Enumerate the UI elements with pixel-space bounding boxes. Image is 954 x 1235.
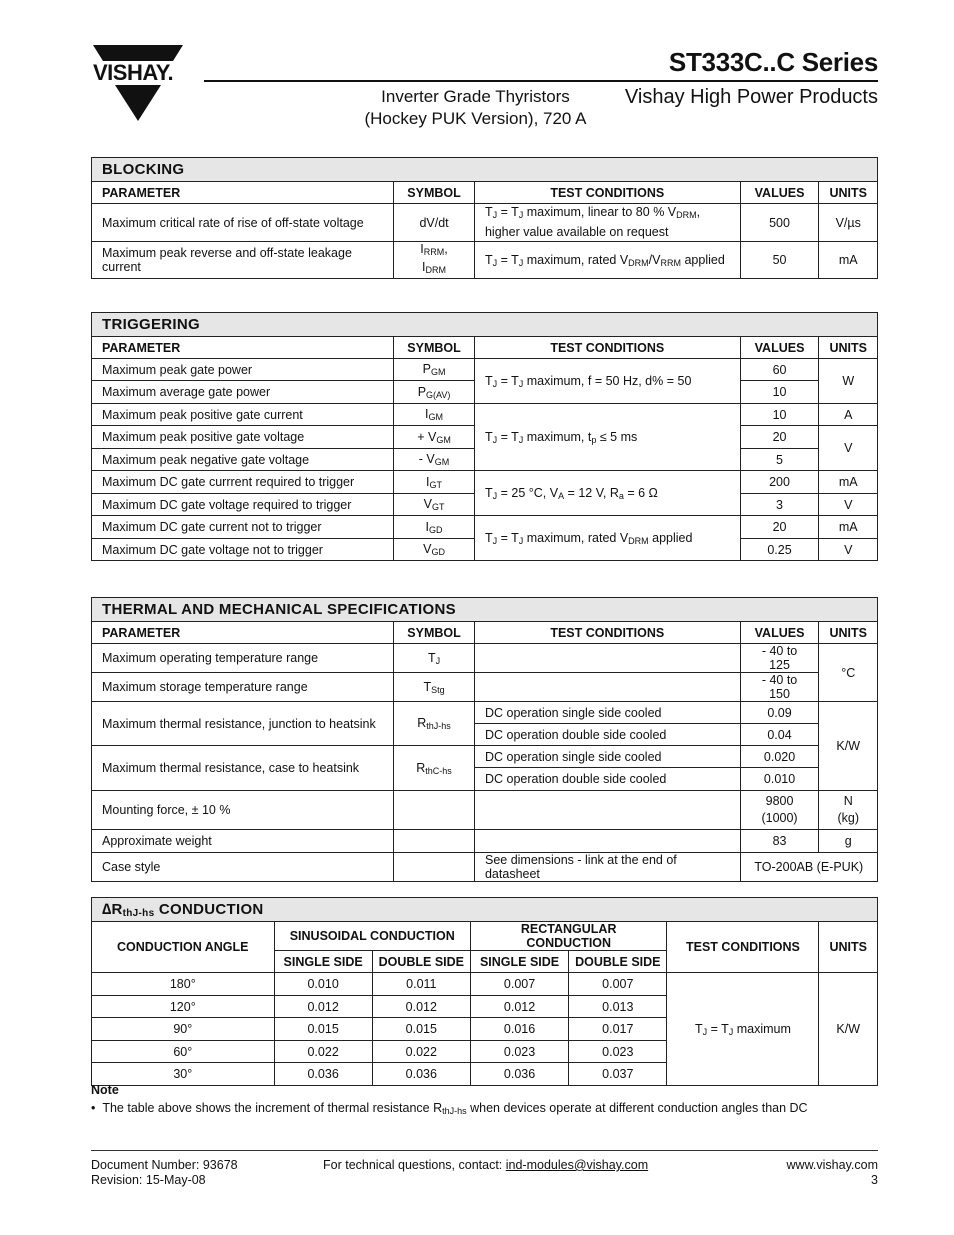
value-cell: 0.037 [569, 1063, 667, 1086]
unit-cell: mA [819, 242, 878, 279]
condition-cell: $T_J = T_J$ maximum [667, 973, 819, 1086]
col-header-parameter: PARAMETER [92, 622, 394, 644]
value-cell: 20 [740, 516, 819, 539]
parameter-cell: Approximate weight [92, 830, 394, 853]
col-header-double-side: DOUBLE SIDE [569, 951, 667, 973]
parameter-cell: Maximum thermal resistance, case to heatsink [92, 746, 394, 791]
symbol-cell: $T_J$ [394, 644, 475, 673]
section-title: BLOCKING [92, 158, 878, 182]
parameter-cell: Case style [92, 853, 394, 882]
table-row [92, 791, 878, 830]
table-row [92, 204, 878, 242]
value-cell: 0.017 [569, 1018, 667, 1041]
value-cell: 9800 (1000) [740, 791, 819, 830]
table-row [92, 853, 878, 882]
unit-cell: K/W [819, 973, 878, 1086]
value-cell: 0.007 [569, 973, 667, 996]
note-text: • The table above shows the increment of thermal resistance $R_{thJ-hs}$ when devices operate at different conduction angles than DC [91, 1101, 808, 1116]
condition-cell: $T_J = 25$ °C, $V_A = 12$ V, $R_a = 6$ Ω [474, 471, 740, 516]
symbol-cell: - $V_{GM}$ [394, 449, 475, 471]
unit-cell: K/W [819, 702, 878, 791]
value-cell: 3 [740, 494, 819, 516]
subtitle-line-1: Inverter Grade Thyristors [381, 87, 570, 106]
value-cell: 0.012 [372, 996, 470, 1018]
value-cell: 0.013 [569, 996, 667, 1018]
value-cell: 500 [740, 204, 819, 242]
parameter-cell: Maximum peak negative gate voltage [92, 449, 394, 471]
symbol-cell: dV/dt [394, 204, 475, 242]
col-header-single-side: SINGLE SIDE [470, 951, 568, 973]
symbol-cell: $P_{G(AV)}$ [394, 381, 475, 404]
section-title: THERMAL AND MECHANICAL SPECIFICATIONS [92, 598, 878, 622]
value-cell: 83 [740, 830, 819, 853]
value-cell: 0.036 [372, 1063, 470, 1086]
condition-cell: $T_J = T_J$ maximum, rated $V_{DRM}/V_{RRM}$ applied [474, 242, 740, 279]
value-cell: 0.012 [470, 996, 568, 1018]
unit-cell: °C [819, 644, 878, 702]
angle-cell: 60° [92, 1041, 275, 1063]
contact-email-link[interactable]: ind-modules@vishay.com [505, 1158, 649, 1172]
parameter-cell: Maximum DC gate currrent required to trigger [92, 471, 394, 494]
unit-cell: V/µs [819, 204, 878, 242]
table-row [92, 359, 878, 381]
unit-cell: A [819, 404, 878, 426]
value-cell: 0.023 [470, 1041, 568, 1063]
condition-cell: $T_J = T_J$ maximum, f = 50 Hz, d% = 50 [474, 359, 740, 404]
symbol-cell: $V_{GD}$ [394, 539, 475, 561]
value-cell: 0.25 [740, 539, 819, 561]
table-row [92, 516, 878, 539]
vishay-logo-text: VISHAY. [93, 60, 174, 85]
symbol-cell: + $V_{GM}$ [394, 426, 475, 449]
value-cell: 0.016 [470, 1018, 568, 1041]
col-header-units: UNITS [819, 337, 878, 359]
table-row [92, 702, 878, 724]
value-cell: 20 [740, 426, 819, 449]
value-cell: 0.015 [372, 1018, 470, 1041]
symbol-cell: $I_{RRM}$, $I_{DRM}$ [394, 242, 475, 279]
table-row [92, 673, 878, 702]
note-title: Note [91, 1083, 119, 1097]
unit-cell: V [819, 539, 878, 561]
condition-cell [474, 673, 740, 702]
symbol-cell: $R_{thJ-hs}$ [394, 702, 475, 746]
col-header-test-conditions: TEST CONDITIONS [667, 922, 819, 973]
conduction-table [91, 897, 878, 1086]
parameter-cell: Maximum peak positive gate voltage [92, 426, 394, 449]
value-cell: 0.010 [274, 973, 372, 996]
value-cell: 0.022 [372, 1041, 470, 1063]
table-row [92, 404, 878, 426]
value-cell: 50 [740, 242, 819, 279]
unit-cell: N (kg) [819, 791, 878, 830]
col-header-units: UNITS [819, 922, 878, 973]
value-cell: 0.011 [372, 973, 470, 996]
value-cell: 200 [740, 471, 819, 494]
col-header-units: UNITS [819, 622, 878, 644]
condition-cell [474, 644, 740, 673]
parameter-cell: Maximum operating temperature range [92, 644, 394, 673]
value-cell: 0.015 [274, 1018, 372, 1041]
footer-contact: For technical questions, contact: ind-modules@vishay.com [323, 1158, 649, 1172]
parameter-cell: Maximum DC gate voltage not to trigger [92, 539, 394, 561]
bullet: • [91, 1101, 96, 1115]
col-header-single-side: SINGLE SIDE [274, 951, 372, 973]
col-header-values: VALUES [740, 182, 819, 204]
page-number: 3 [871, 1173, 878, 1187]
parameter-cell: Maximum peak gate power [92, 359, 394, 381]
condition-cell: DC operation double side cooled [474, 724, 740, 746]
unit-cell: W [819, 359, 878, 404]
value-cell: 0.010 [740, 768, 819, 791]
footer-rule [91, 1150, 878, 1151]
header-rule [204, 80, 878, 82]
value-cell: 10 [740, 404, 819, 426]
condition-cell: DC operation single side cooled [474, 746, 740, 768]
value-cell: - 40 to 150 [740, 673, 819, 702]
blocking-table [91, 157, 878, 279]
col-header-rectangular: RECTANGULAR CONDUCTION [470, 922, 667, 951]
value-cell: 0.04 [740, 724, 819, 746]
condition-cell: DC operation single side cooled [474, 702, 740, 724]
subtitle-line-2: (Hockey PUK Version), 720 A [364, 109, 587, 128]
parameter-cell: Maximum peak reverse and off-state leakage current [92, 242, 394, 279]
parameter-cell: Maximum thermal resistance, junction to heatsink [92, 702, 394, 746]
col-header-test-conditions: TEST CONDITIONS [474, 182, 740, 204]
section-title: $\Delta R_{thJ-hs}$ CONDUCTION [92, 898, 878, 922]
symbol-cell [394, 791, 475, 830]
symbol-cell: $I_{GD}$ [394, 516, 475, 539]
condition-cell: $T_J = T_J$ maximum, rated $V_{DRM}$ applied [474, 516, 740, 561]
angle-cell: 180° [92, 973, 275, 996]
triggering-table [91, 312, 878, 561]
symbol-cell: $P_{GM}$ [394, 359, 475, 381]
col-header-symbol: SYMBOL [394, 182, 475, 204]
footer-site [787, 1158, 878, 1188]
col-header-symbol: SYMBOL [394, 622, 475, 644]
value-cell: TO-200AB (E-PUK) [740, 853, 877, 882]
value-cell: 60 [740, 359, 819, 381]
value-cell: 0.036 [470, 1063, 568, 1086]
parameter-cell: Maximum critical rate of rise of off-state voltage [92, 204, 394, 242]
col-header-test-conditions: TEST CONDITIONS [474, 622, 740, 644]
unit-cell: V [819, 494, 878, 516]
symbol-cell: $I_{GT}$ [394, 471, 475, 494]
document-number: Document Number: 93678 [91, 1158, 238, 1172]
table-row [92, 973, 878, 996]
page-title: ST333C..C Series [668, 47, 878, 77]
table-row [92, 830, 878, 853]
symbol-cell: $R_{thC-hs}$ [394, 746, 475, 791]
value-cell: 0.020 [740, 746, 819, 768]
unit-cell: mA [819, 471, 878, 494]
parameter-cell: Maximum DC gate current not to trigger [92, 516, 394, 539]
col-header-values: VALUES [740, 622, 819, 644]
col-header-units: UNITS [819, 182, 878, 204]
angle-cell: 90° [92, 1018, 275, 1041]
angle-cell: 120° [92, 996, 275, 1018]
angle-cell: 30° [92, 1063, 275, 1086]
parameter-cell: Maximum average gate power [92, 381, 394, 404]
unit-cell: g [819, 830, 878, 853]
col-header-parameter: PARAMETER [92, 337, 394, 359]
brand-subtitle: Vishay High Power Products [624, 86, 878, 108]
value-cell: 0.036 [274, 1063, 372, 1086]
symbol-cell [394, 853, 475, 882]
parameter-cell: Mounting force, ± 10 % [92, 791, 394, 830]
value-cell: 0.023 [569, 1041, 667, 1063]
thermal-table [91, 597, 878, 882]
value-cell: 0.09 [740, 702, 819, 724]
website-link[interactable]: www.vishay.com [786, 1158, 878, 1172]
parameter-cell: Maximum storage temperature range [92, 673, 394, 702]
value-cell: 5 [740, 449, 819, 471]
value-cell: 10 [740, 381, 819, 404]
condition-cell: DC operation double side cooled [474, 768, 740, 791]
table-row [92, 242, 878, 279]
symbol-cell: $I_{GM}$ [394, 404, 475, 426]
condition-cell: See dimensions - link at the end of datasheet [474, 853, 740, 882]
symbol-cell [394, 830, 475, 853]
condition-cell [474, 830, 740, 853]
parameter-cell: Maximum peak positive gate current [92, 404, 394, 426]
value-cell: 0.007 [470, 973, 568, 996]
col-header-sinusoidal: SINUSOIDAL CONDUCTION [274, 922, 470, 951]
condition-cell: $T_J = T_J$ maximum, linear to 80 % $V_{DRM}$, higher value available on request [474, 204, 740, 242]
condition-cell [474, 791, 740, 830]
table-row [92, 471, 878, 494]
col-header-conduction-angle: CONDUCTION ANGLE [92, 922, 275, 973]
value-cell: 0.012 [274, 996, 372, 1018]
col-header-parameter: PARAMETER [92, 182, 394, 204]
value-cell: - 40 to 125 [740, 644, 819, 673]
footer-doc-info [91, 1158, 238, 1188]
col-header-double-side: DOUBLE SIDE [372, 951, 470, 973]
product-subtitle [353, 86, 598, 130]
table-row [92, 644, 878, 673]
symbol-cell: $V_{GT}$ [394, 494, 475, 516]
unit-cell: mA [819, 516, 878, 539]
symbol-cell: $T_{Stg}$ [394, 673, 475, 702]
condition-cell: $T_J = T_J$ maximum, $t_p \le 5$ ms [474, 404, 740, 471]
section-title: TRIGGERING [92, 313, 878, 337]
table-row [92, 746, 878, 768]
value-cell: 0.022 [274, 1041, 372, 1063]
col-header-symbol: SYMBOL [394, 337, 475, 359]
col-header-values: VALUES [740, 337, 819, 359]
col-header-test-conditions: TEST CONDITIONS [474, 337, 740, 359]
parameter-cell: Maximum DC gate voltage required to trigger [92, 494, 394, 516]
unit-cell: V [819, 426, 878, 471]
revision: Revision: 15-May-08 [91, 1173, 206, 1187]
